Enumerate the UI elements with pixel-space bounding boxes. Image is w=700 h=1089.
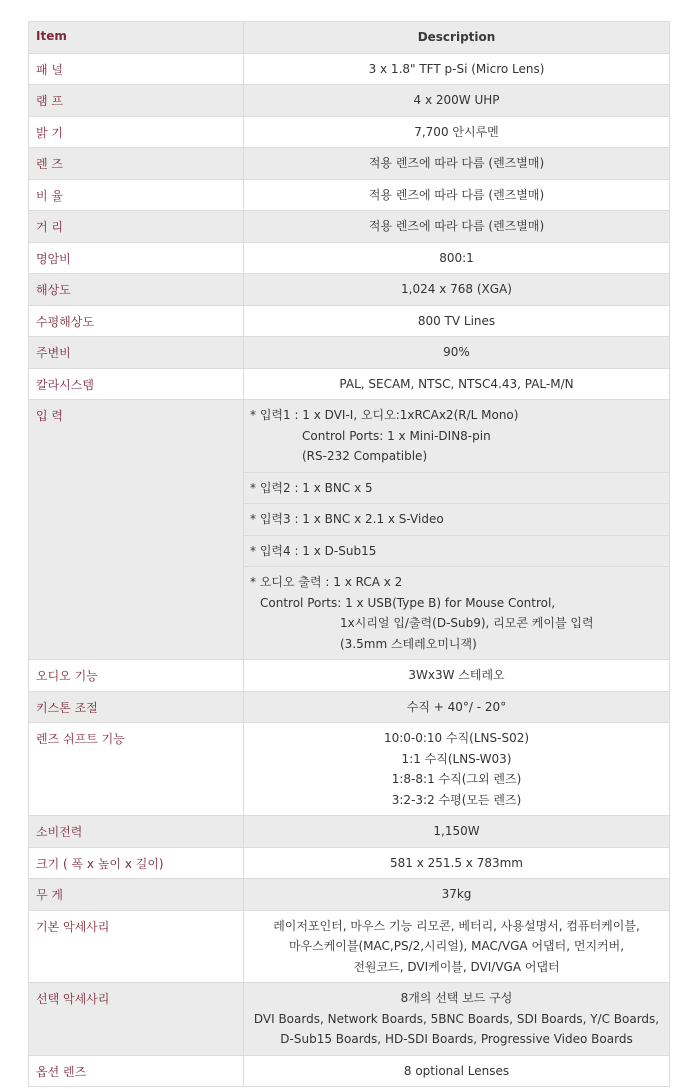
spec-value-line: 37kg <box>441 887 472 901</box>
spec-row <box>29 85 670 117</box>
spec-row <box>29 179 670 211</box>
spec-value-line: 레이저포인터, 마우스 기능 리모콘, 베터리, 사용설명서, 컴퓨터케이블, <box>273 918 640 933</box>
spec-row <box>29 148 670 180</box>
spec-value-line: * 입력3 : 1 x BNC x 2.1 x S-Video <box>250 512 444 526</box>
header-row <box>29 22 670 54</box>
spec-value-line: (RS-232 Compatible) <box>302 449 428 463</box>
spec-label: 옵션 렌즈 <box>29 1055 244 1087</box>
spec-label: 거 리 <box>29 211 244 243</box>
spec-value-line: 10:0-0:10 수직(LNS-S02) <box>383 731 530 745</box>
spec-row <box>29 1055 670 1087</box>
spec-value <box>244 535 670 567</box>
spec-label: 렌즈 쉬프트 기능 <box>29 723 244 816</box>
spec-value <box>244 723 670 816</box>
spec-row <box>29 691 670 723</box>
spec-value <box>244 879 670 911</box>
spec-row <box>29 847 670 879</box>
spec-value-line: 8 optional Lenses <box>403 1063 510 1078</box>
spec-value-line: 1,150W <box>433 824 480 838</box>
spec-label: 패 널 <box>29 53 244 85</box>
spec-label: 비 율 <box>29 179 244 211</box>
spec-value-line: Control Ports: 1 x USB(Type B) for Mouse Control, <box>260 595 556 610</box>
spec-label: 선택 악세사리 <box>29 983 244 1056</box>
spec-value: 1,024 x 768 (XGA) <box>244 274 670 306</box>
spec-value-line: 1:8-8:1 수직(그외 렌즈) <box>391 772 522 786</box>
spec-value-line: 8개의 선택 보드 구성 <box>400 991 513 1005</box>
spec-row <box>29 723 670 816</box>
spec-label: 해상도 <box>29 274 244 306</box>
spec-row <box>29 274 670 306</box>
spec-value-line: DVI Boards, Network Boards, 5BNC Boards, SDI Boards, Y/C Boards, <box>253 1011 660 1026</box>
spec-value <box>244 660 670 692</box>
spec-value <box>244 691 670 723</box>
spec-row <box>29 116 670 148</box>
spec-label: 렌 즈 <box>29 148 244 180</box>
spec-label: 수평해상도 <box>29 305 244 337</box>
spec-value-line: D-Sub15 Boards, HD-SDI Boards, Progressive Video Boards <box>280 1032 633 1046</box>
spec-row <box>29 242 670 274</box>
spec-value-line: 1x시리얼 입/출력(D-Sub9), 리모콘 케이블 입력 <box>340 616 594 630</box>
spec-value <box>244 400 670 473</box>
spec-value-line: * 입력1 : 1 x DVI-I, 오디오:1xRCAx2(R/L Mono) <box>250 408 519 422</box>
spec-value <box>244 504 670 536</box>
spec-value <box>244 567 670 660</box>
spec-value <box>244 816 670 848</box>
spec-table <box>28 21 670 1087</box>
spec-value: 800 TV Lines <box>244 305 670 337</box>
spec-row <box>29 400 670 473</box>
spec-label: 소비전력 <box>29 816 244 848</box>
spec-label: 칼라시스템 <box>29 368 244 400</box>
spec-row <box>29 660 670 692</box>
spec-row <box>29 337 670 369</box>
spec-value <box>244 472 670 504</box>
spec-value: PAL, SECAM, NTSC, NTSC4.43, PAL-M/N <box>244 368 670 400</box>
header-item: Item <box>29 22 244 54</box>
spec-label: 키스톤 조절 <box>29 691 244 723</box>
spec-label: 램 프 <box>29 85 244 117</box>
spec-row <box>29 305 670 337</box>
spec-label: 명암비 <box>29 242 244 274</box>
spec-value-line: 전원코드, DVI케이블, DVI/VGA 어댑터 <box>353 959 560 974</box>
spec-label: 주변비 <box>29 337 244 369</box>
spec-row <box>29 983 670 1056</box>
spec-value: 4 x 200W UHP <box>244 85 670 117</box>
spec-value-line: 581 x 251.5 x 783mm <box>389 855 523 870</box>
spec-value: 적용 렌즈에 따라 다름 (렌즈별매) <box>244 211 670 243</box>
spec-row <box>29 910 670 983</box>
header-description: Description <box>244 22 670 54</box>
spec-row <box>29 211 670 243</box>
spec-value-line: 3Wx3W 스테레오 <box>408 668 505 682</box>
spec-label: 입 력 <box>29 400 244 660</box>
spec-row <box>29 816 670 848</box>
spec-value-line: 3:2-3:2 수평(모든 렌즈) <box>391 792 522 807</box>
spec-label: 기본 악세사리 <box>29 910 244 983</box>
spec-value-line: 수직 + 40°/ - 20° <box>406 699 507 714</box>
spec-row <box>29 879 670 911</box>
spec-value <box>244 910 670 983</box>
spec-value <box>244 847 670 879</box>
spec-value-line: 1:1 수직(LNS-W03) <box>401 751 512 766</box>
spec-label: 오디오 기능 <box>29 660 244 692</box>
spec-row <box>29 53 670 85</box>
spec-value-line: (3.5mm 스테레오미니잭) <box>340 636 477 651</box>
spec-value: 7,700 안시루멘 <box>244 116 670 148</box>
spec-label: 밝 기 <box>29 116 244 148</box>
spec-value-line: 마우스케이블(MAC,PS/2,시리얼), MAC/VGA 어댑터, 먼지커버, <box>288 939 625 953</box>
spec-value: 적용 렌즈에 따라 다름 (렌즈별매) <box>244 148 670 180</box>
spec-value <box>244 1055 670 1087</box>
spec-value <box>244 983 670 1056</box>
spec-row <box>29 368 670 400</box>
spec-value: 3 x 1.8" TFT p-Si (Micro Lens) <box>244 53 670 85</box>
spec-value-line: * 입력4 : 1 x D-Sub15 <box>250 543 377 558</box>
spec-value-line: * 입력2 : 1 x BNC x 5 <box>250 480 373 495</box>
spec-label: 크기 ( 폭 x 높이 x 길이) <box>29 847 244 879</box>
spec-value: 적용 렌즈에 따라 다름 (렌즈별매) <box>244 179 670 211</box>
spec-value: 90% <box>244 337 670 369</box>
spec-label: 무 게 <box>29 879 244 911</box>
spec-value-line: Control Ports: 1 x Mini-DIN8-pin <box>302 428 491 443</box>
spec-value-line: * 오디오 출력 : 1 x RCA x 2 <box>250 575 403 589</box>
spec-value: 800:1 <box>244 242 670 274</box>
